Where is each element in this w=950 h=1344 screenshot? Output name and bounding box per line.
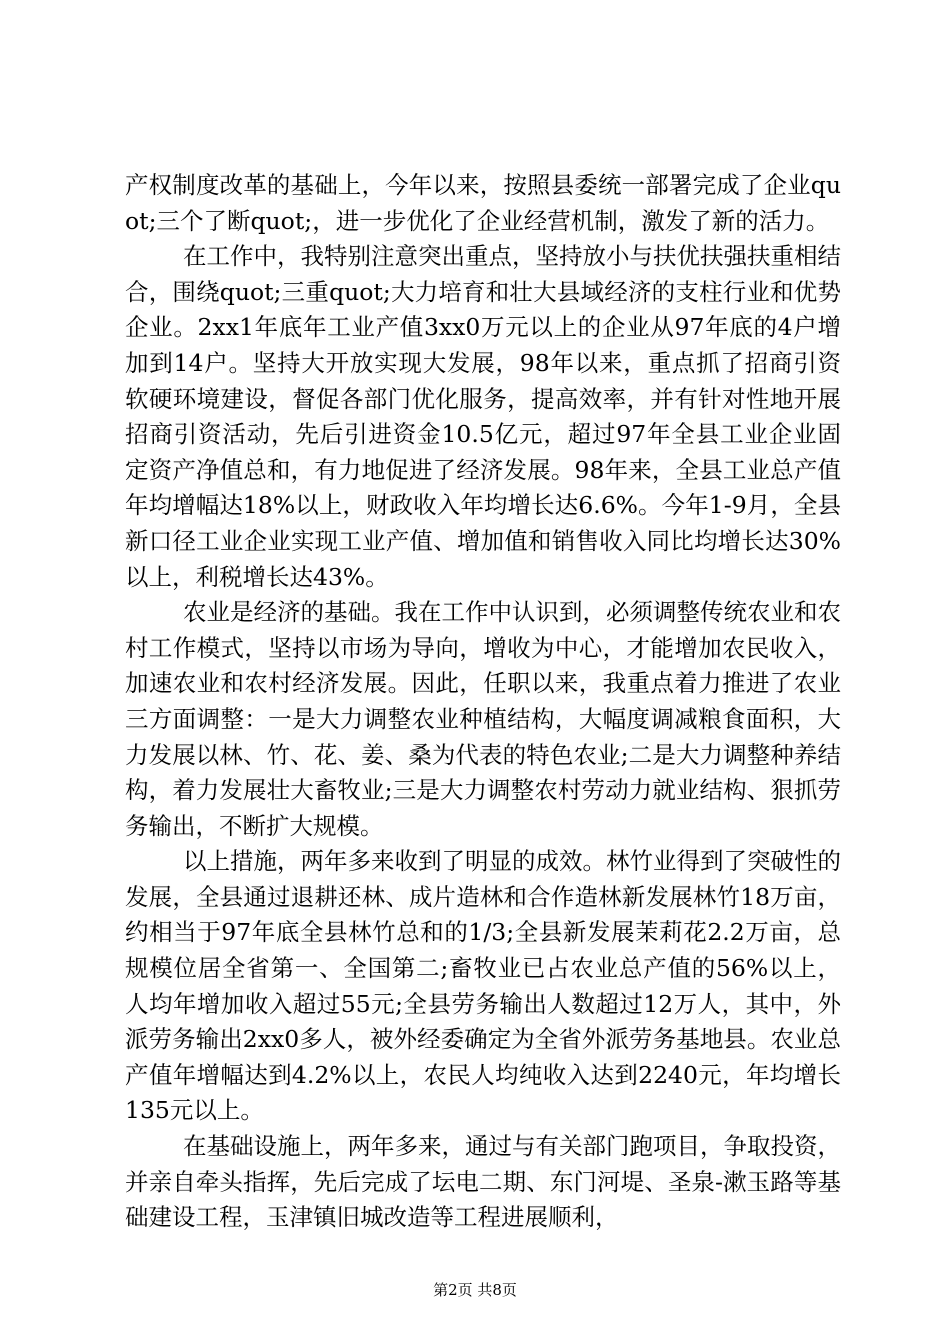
page-number-label: 第2页 共8页 [433, 1281, 517, 1299]
document-body [125, 168, 841, 1236]
page-footer [0, 1280, 950, 1300]
paragraph-4: 以上措施，两年多来收到了明显的成效。林竹业得到了突破性的发展，全县通过退耕还林、成片造林和合作造林新发展林竹18万亩，约相当于97年底全县林竹总和的1/3;全县新发展茉莉花2.2万亩，总规模位居全省第一、全国第二;畜牧业已占农业总产值的56%以上，人均年增加收入超过55元;全县劳务输出人数超过12万人，其中，外派劳务输出2xx0多人，被外经委确定为全省外派劳务基地县。农业总产值年增幅达到4.2%以上，农民人均纯收入达到2240元，年均增长135元以上。 [125, 847, 841, 1125]
paragraph-5: 在基础设施上，两年多来，通过与有关部门跑项目，争取投资，并亲自牵头指挥，先后完成了坛电二期、东门河堤、圣泉-漱玉路等基础建设工程，玉津镇旧城改造等工程进展顺利， [125, 1132, 841, 1232]
paragraph-1: 产权制度改革的基础上，今年以来，按照县委统一部署完成了企业quot;三个了断quot;，进一步优化了企业经营机制，激发了新的活力。 [125, 171, 841, 235]
paragraph-3: 农业是经济的基础。我在工作中认识到，必须调整传统农业和农村工作模式，坚持以市场为导向，增收为中心，才能增加农民收入，加速农业和农村经济发展。因此，任职以来，我重点着力推进了农业三方面调整：一是大力调整农业种植结构，大幅度调减粮食面积，大力发展以林、竹、花、姜、桑为代表的特色农业;二是大力调整种养结构，着力发展壮大畜牧业;三是大力调整农村劳动力就业结构、狠抓劳务输出，不断扩大规模。 [125, 598, 841, 840]
paragraph-2: 在工作中，我特别注意突出重点，坚持放小与扶优扶强扶重相结合，围绕quot;三重quot;大力培育和壮大县域经济的支柱行业和优势企业。2xx1年底年工业产值3xx0万元以上的企业从97年底的4户增加到14户。坚持大开放实现大发展，98年以来，重点抓了招商引资软硬环境建设，督促各部门优化服务，提高效率，并有针对性地开展招商引资活动，先后引进资金10.5亿元，超过97年全县工业企业固定资产净值总和，有力地促进了经济发展。98年来，全县工业总产值年均增幅达18%以上，财政收入年均增长达6.6%。今年1-9月，全县新口径工业企业实现工业产值、增加值和销售收入同比均增长达30%以上，利税增长达43%。 [125, 242, 841, 591]
